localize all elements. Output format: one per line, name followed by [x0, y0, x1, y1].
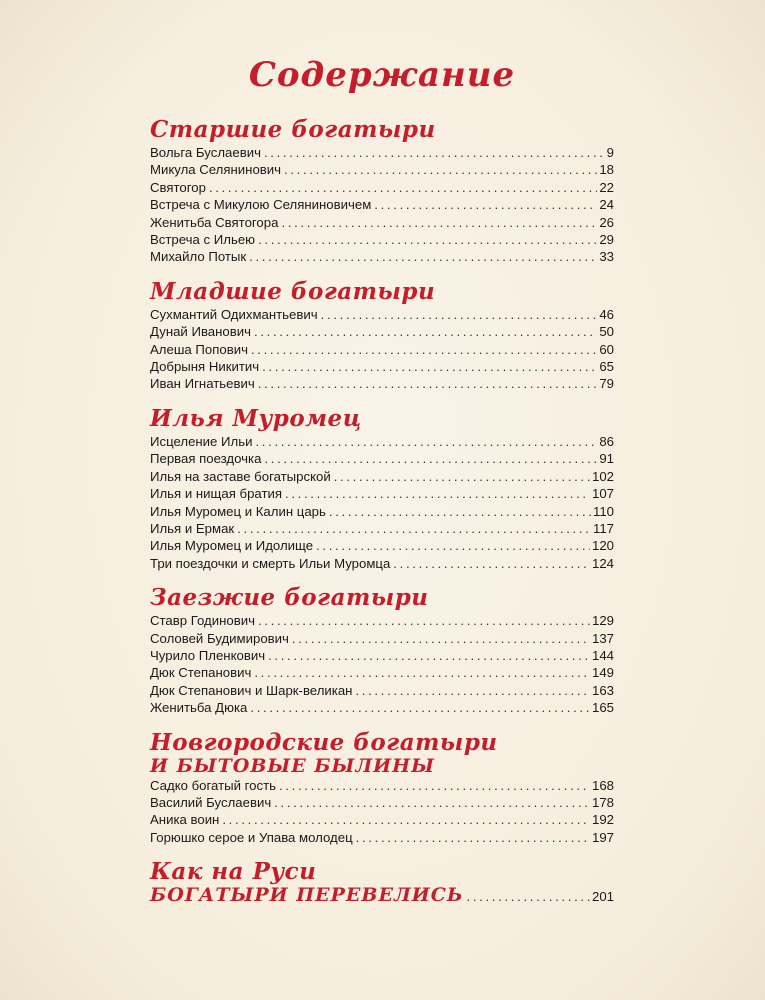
section-heading: Новгородские богатыри — [150, 728, 498, 756]
entry-title: БОГАТЫРИ ПЕРЕВЕЛИСЬ — [150, 884, 464, 907]
entry-page: 9 — [606, 145, 614, 160]
entry-page: 91 — [599, 451, 614, 467]
entry-page: 124 — [591, 555, 614, 571]
entry-title: Иван Игнатьевич — [150, 376, 255, 392]
section-heading: Как на Руси — [150, 858, 317, 886]
toc-entry[interactable] — [150, 647, 614, 664]
section-entries — [150, 777, 614, 847]
toc-entry[interactable] — [150, 214, 614, 231]
entry-page: 86 — [599, 433, 614, 449]
entry-title: Добрыня Никитич — [150, 359, 260, 375]
entry-title: Горюшко серое и Упава молодец — [150, 829, 353, 845]
toc-entry[interactable] — [150, 306, 614, 323]
dot-leader — [356, 829, 590, 846]
toc-entry[interactable] — [150, 829, 614, 846]
entry-title: Илья Муромец и Идолище — [150, 538, 314, 554]
toc-entry[interactable] — [150, 885, 614, 907]
dot-leader — [285, 485, 590, 502]
toc-entry[interactable] — [150, 682, 614, 699]
entry-page: 129 — [591, 613, 614, 629]
dot-leader — [374, 196, 597, 213]
entry-title: Встреча с Ильею — [150, 232, 256, 248]
entry-title: Дюк Степанович и Шарк-великан — [150, 682, 353, 698]
dot-leader — [254, 323, 597, 340]
toc-entry[interactable] — [150, 537, 614, 554]
section-senior-bogatyrs — [150, 117, 614, 266]
entry-title: Три поездочки и смерть Ильи Муромца — [150, 555, 391, 571]
table-of-contents — [150, 55, 614, 920]
dot-leader — [329, 503, 591, 520]
entry-title: Василий Буслаевич — [150, 794, 272, 810]
entry-title: Алеша Попович — [150, 341, 248, 357]
section-ilya-muromets — [150, 406, 614, 572]
toc-entry[interactable] — [150, 555, 614, 572]
dot-leader — [393, 555, 590, 572]
entry-title: Илья и Ермак — [150, 520, 235, 536]
entry-page: 117 — [592, 520, 614, 536]
entry-page: 178 — [591, 794, 614, 810]
entry-page: 50 — [599, 324, 614, 340]
entry-title: Дюк Степанович — [150, 665, 252, 681]
entry-page: 22 — [599, 179, 614, 195]
entry-page: 102 — [591, 468, 614, 484]
entry-title: Женитьба Святогора — [150, 214, 279, 230]
toc-entry[interactable] — [150, 144, 614, 161]
dot-leader — [251, 341, 597, 358]
entry-page: 107 — [591, 486, 614, 502]
toc-entry[interactable] — [150, 503, 614, 520]
section-heading: Илья Муромец — [150, 404, 362, 432]
entry-page: 26 — [599, 214, 614, 230]
entry-page: 165 — [591, 700, 614, 716]
toc-entry[interactable] — [150, 450, 614, 467]
toc-entry[interactable] — [150, 231, 614, 248]
entry-title: Илья и нищая братия — [150, 486, 282, 502]
section-entries — [150, 144, 614, 266]
dot-leader — [316, 537, 590, 554]
entry-title: Встреча с Микулою Селяниновичем — [150, 197, 372, 213]
dot-leader — [268, 647, 590, 664]
dot-leader — [237, 520, 591, 537]
entry-title: Женитьба Дюка — [150, 700, 248, 716]
dot-leader — [258, 612, 590, 629]
toc-entry[interactable] — [150, 811, 614, 828]
entry-page: 197 — [591, 829, 614, 845]
entry-page: 29 — [599, 232, 614, 248]
toc-entry[interactable] — [150, 777, 614, 794]
section-subheading: И БЫТОВЫЕ БЫЛИНЫ — [150, 754, 435, 777]
section-entries — [150, 612, 614, 716]
entry-page: 24 — [599, 197, 614, 213]
entry-title: Соловей Будимирович — [150, 630, 289, 646]
dot-leader — [279, 777, 590, 794]
dot-leader — [262, 358, 597, 375]
entry-page: 60 — [599, 341, 614, 357]
toc-entry[interactable] — [150, 248, 614, 265]
page-title: Содержание — [248, 55, 516, 95]
entry-title: Аника воин — [150, 812, 220, 828]
toc-entry[interactable] — [150, 179, 614, 196]
toc-entry[interactable] — [150, 612, 614, 629]
dot-leader — [258, 375, 598, 392]
dot-leader — [321, 306, 598, 323]
section-entries — [150, 433, 614, 572]
toc-entry[interactable] — [150, 323, 614, 340]
entry-page: 168 — [591, 777, 614, 793]
dot-leader — [264, 144, 605, 161]
dot-leader — [284, 161, 597, 178]
entry-page: 46 — [599, 306, 614, 322]
section-junior-bogatyrs — [150, 279, 614, 393]
dot-leader — [222, 811, 590, 828]
dot-leader — [281, 214, 597, 231]
entry-page: 144 — [591, 647, 614, 663]
entry-title: Дунай Иванович — [150, 324, 251, 340]
entry-title: Вольга Буслаевич — [150, 145, 261, 160]
toc-entry[interactable] — [150, 794, 614, 811]
entry-page: 137 — [591, 630, 614, 646]
toc-entry[interactable] — [150, 161, 614, 178]
entry-page: 192 — [591, 812, 614, 828]
dot-leader — [250, 699, 590, 716]
entry-title: Илья Муромец и Калин царь — [150, 503, 326, 519]
dot-leader — [467, 887, 590, 907]
toc-entry[interactable] — [150, 358, 614, 375]
toc-entry[interactable] — [150, 520, 614, 537]
toc-entry[interactable] — [150, 485, 614, 502]
toc-entry[interactable] — [150, 630, 614, 647]
entry-page: 33 — [599, 249, 614, 265]
section-entries — [150, 306, 614, 393]
entry-title: Первая поездочка — [150, 451, 262, 467]
toc-entry[interactable] — [150, 699, 614, 716]
dot-leader — [264, 450, 597, 467]
section-novgorod-bogatyrs — [150, 730, 614, 847]
entry-title: Ставр Годинович — [150, 613, 255, 629]
entry-page: 149 — [591, 665, 614, 681]
section-heading: Заезжие богатыри — [150, 584, 429, 612]
section-how-bogatyrs-vanished — [150, 859, 614, 907]
toc-entry[interactable] — [150, 341, 614, 358]
entry-page: 110 — [592, 503, 614, 519]
dot-leader — [254, 664, 590, 681]
entry-title: Илья на заставе богатырской — [150, 468, 331, 484]
entry-page: 65 — [599, 359, 614, 375]
entry-page: 201 — [591, 889, 614, 905]
dot-leader — [274, 794, 590, 811]
entry-title: Исцеление Ильи — [150, 433, 253, 449]
entry-title: Святогор — [150, 179, 206, 195]
section-heading: Младшие богатыри — [150, 277, 436, 305]
entry-title: Сухмантий Одихмантьевич — [150, 306, 318, 322]
toc-entry[interactable] — [150, 196, 614, 213]
dot-leader — [334, 468, 590, 485]
entry-page: 18 — [599, 162, 614, 178]
section-heading: Старшие богатыри — [150, 116, 436, 143]
toc-entry[interactable] — [150, 433, 614, 450]
entry-title: Садко богатый гость — [150, 777, 276, 793]
toc-entry[interactable] — [150, 375, 614, 392]
dot-leader — [249, 248, 597, 265]
entry-page: 79 — [599, 376, 614, 392]
toc-entry[interactable] — [150, 664, 614, 681]
entry-page: 120 — [591, 538, 614, 554]
dot-leader — [209, 179, 597, 196]
entry-page: 163 — [591, 682, 614, 698]
dot-leader — [258, 231, 597, 248]
entry-title: Чурило Пленкович — [150, 647, 266, 663]
entry-title: Михайло Потык — [150, 249, 247, 265]
entry-title: Микула Селянинович — [150, 162, 282, 178]
dot-leader — [355, 682, 590, 699]
dot-leader — [292, 630, 590, 647]
dot-leader — [255, 433, 597, 450]
toc-entry[interactable] — [150, 468, 614, 485]
section-visiting-bogatyrs — [150, 585, 614, 716]
